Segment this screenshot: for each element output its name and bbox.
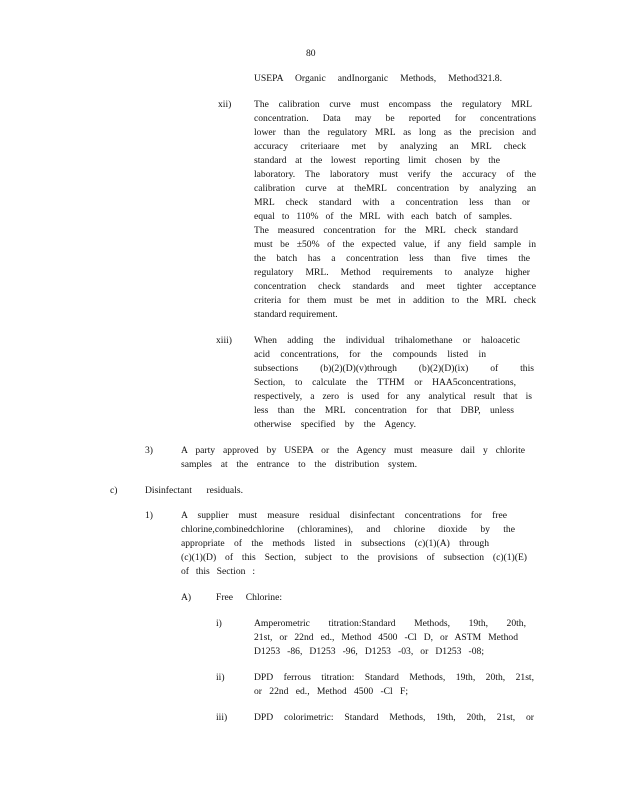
paragraph-line: the batch has a concentration less than five times the (254, 253, 530, 264)
paragraph-line: standard at the lowest reporting limit chosen by the (254, 155, 500, 166)
paragraph-line: otherwise specified by the Agency. (254, 419, 416, 430)
paragraph-line: criteria for them must be met in addition to the MRL check (254, 295, 536, 306)
paragraph-line: D1253 -86, D1253 -96, D1253 -03, or D1253 -08; (254, 646, 484, 657)
paragraph-line: lower than the regulatory MRL as long as the precision and (254, 127, 536, 138)
paragraph-line: appropriate of the methods listed in subsections (c)(1)(A) through (181, 538, 489, 549)
paragraph-line: acid concentrations, for the compounds listed in (254, 349, 486, 360)
paragraph-line: respectively, a zero is used for any analytical result that is (254, 391, 532, 402)
paragraph-line: DPD colorimetric: Standard Methods, 19th, 20th, 21st, or (254, 712, 534, 723)
item-1-label: 1) (145, 510, 153, 521)
subsection-heading: Free Chlorine: (216, 592, 282, 603)
paragraph-line: The calibration curve must encompass the regulatory MRL (254, 99, 532, 110)
paragraph-line: Amperometric titration:Standard Methods, 19th, 20th, (254, 618, 526, 629)
paragraph-line: less than the MRL concentration for that DBP, unless (254, 405, 514, 416)
paragraph-line: accuracy criteriaare met by analyzing an MRL check (254, 141, 526, 152)
section-heading: Disinfectant residuals. (145, 485, 243, 496)
sub-ii-label: ii) (216, 672, 225, 683)
paragraph-line: 21st, or 22nd ed., Method 4500 -Cl D, or ASTM Method (254, 632, 518, 643)
continuation-line: USEPA Organic andInorganic Methods, Method321.8. (254, 73, 502, 84)
paragraph-line: samples at the entrance to the distribution system. (181, 459, 417, 470)
paragraph-line: concentration check standards and meet tighter acceptance (254, 281, 536, 292)
paragraph-line: concentration. Data may be reported for concentrations (254, 113, 536, 124)
paragraph-line: MRL check standard with a concentration less than or (254, 197, 530, 208)
paragraph-line: calibration curve at theMRL concentration by analyzing an (254, 183, 536, 194)
paragraph-line: A supplier must measure residual disinfectant concentrations for free (181, 510, 507, 521)
sub-i-label: i) (216, 618, 222, 629)
item-A-label: A) (181, 592, 192, 603)
paragraph-line: of this Section : (181, 566, 255, 577)
item-c-label: c) (110, 485, 118, 496)
paragraph-line: must be ±50% of the expected value, if any field sample in (254, 239, 536, 250)
paragraph-line: DPD ferrous titration: Standard Methods, 19th, 20th, 21st, (254, 672, 534, 683)
item-xii-label: xii) (218, 99, 232, 110)
item-3-label: 3) (145, 445, 153, 456)
paragraph-line: or 22nd ed., Method 4500 -Cl F; (254, 686, 408, 697)
paragraph-line: equal to 110% of the MRL with each batch of samples. (254, 211, 512, 222)
paragraph-line: A party approved by USEPA or the Agency must measure dail y chlorite (181, 445, 525, 456)
paragraph-line: (c)(1)(D) of this Section, subject to the provisions of subsection (c)(1)(E) (181, 552, 527, 563)
sub-iii-label: iii) (216, 712, 228, 723)
paragraph-line: When adding the individual trihalomethane or haloacetic (254, 335, 520, 346)
page-number: 80 (306, 48, 316, 59)
paragraph-line: regulatory MRL. Method requirements to analyze higher (254, 267, 530, 278)
paragraph-line: subsections (b)(2)(D)(v)through (b)(2)(D)(ix) of this (254, 363, 534, 374)
paragraph-line: The measured concentration for the MRL check standard (254, 225, 518, 236)
paragraph-line: standard requirement. (254, 309, 338, 320)
paragraph-line: Section, to calculate the TTHM or HAA5concentrations, (254, 377, 516, 388)
item-xiii-label: xiii) (216, 335, 232, 346)
paragraph-line: laboratory. The laboratory must verify the accuracy of the (254, 169, 536, 180)
paragraph-line: chlorine,combinedchlorine (chloramines), and chlorine dioxide by the (181, 524, 515, 535)
